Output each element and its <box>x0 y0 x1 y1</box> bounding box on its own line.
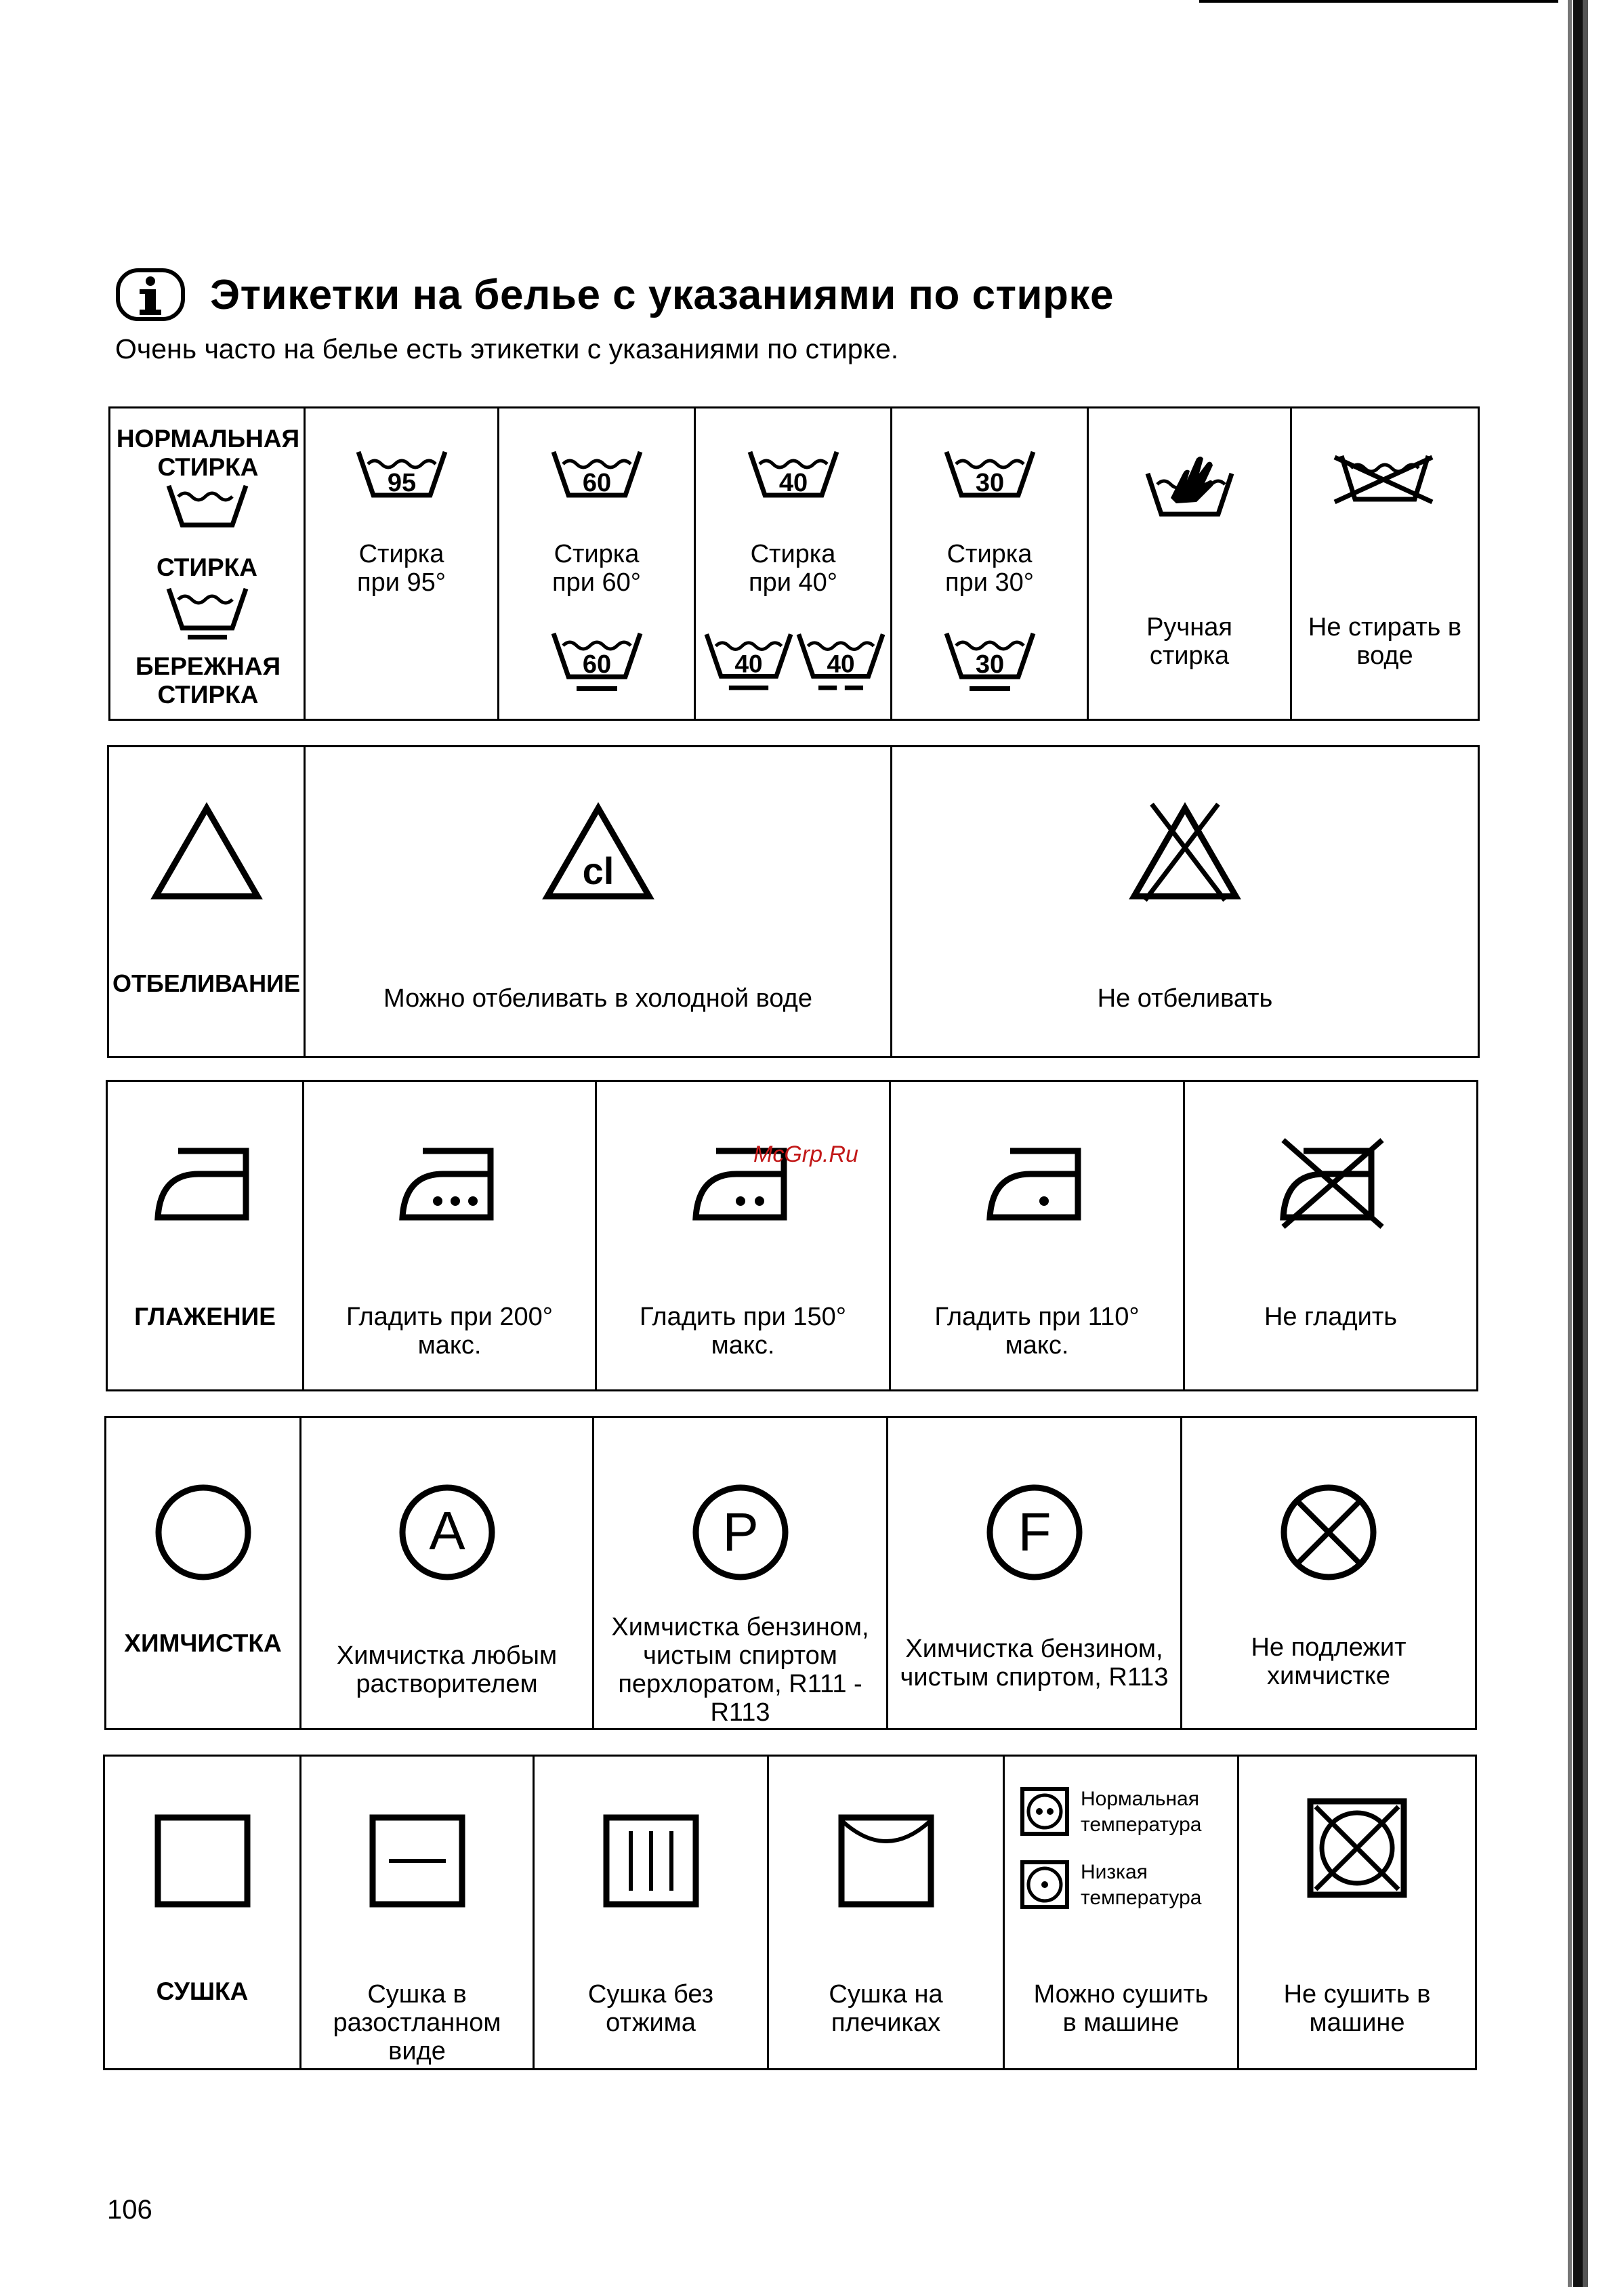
svg-text:30: 30 <box>975 469 1004 497</box>
wash-60-icon <box>549 448 644 499</box>
no-wash-cell <box>1292 408 1478 719</box>
page-number: 106 <box>107 2195 152 2225</box>
dryclean-a-cell <box>301 1418 594 1728</box>
tumble-dry-normal-icon <box>1020 1786 1070 1837</box>
iron-150-label: Гладить при 150° макс. <box>639 1303 846 1360</box>
wash-95-cell <box>306 408 499 719</box>
iron-150-cell <box>597 1082 891 1389</box>
wash-30-label: Стирка при 30° <box>945 540 1034 597</box>
drycleaning-header: ХИМЧИСТКА <box>124 1629 282 1657</box>
svg-text:40: 40 <box>734 650 763 678</box>
wash-40-gentle-icon <box>703 629 795 693</box>
ironing-header: ГЛАЖЕНИЕ <box>134 1303 276 1330</box>
header-normal-wash: НОРМАЛЬНАЯ СТИРКА <box>116 425 300 481</box>
do-not-iron-icon <box>1270 1136 1392 1231</box>
drycleaning-section <box>104 1416 1477 1730</box>
drip-dry-label: Сушка без отжима <box>587 1980 714 2037</box>
info-icon <box>115 268 186 322</box>
wash-40-delicate-icon <box>795 629 887 693</box>
bleach-triangle-icon <box>149 801 264 903</box>
ironing-header-cell <box>108 1082 304 1389</box>
bleaching-section <box>107 745 1480 1058</box>
dryclean-p-label: Химчистка бензином, чистым спиртом перхлоратом, R111 - R113 <box>611 1613 869 1727</box>
line-dry-label: Сушка на плечиках <box>829 1980 943 2037</box>
hand-wash-cell <box>1089 408 1292 719</box>
svg-text:P: P <box>722 1502 759 1562</box>
do-not-bleach-label: Не отбеливать <box>1097 984 1273 1013</box>
do-not-wash-label: Не стирать в воде <box>1308 613 1462 670</box>
do-not-iron-label: Не гладить <box>1264 1303 1398 1331</box>
wash-40-cell <box>696 408 892 719</box>
do-not-tumble-dry-label: Не сушить в машине <box>1283 1980 1431 2037</box>
hand-wash-label: Ручная стирка <box>1146 613 1232 670</box>
dry-clean-p-icon <box>690 1482 791 1583</box>
line-dry-cell <box>769 1757 1005 2068</box>
do-not-bleach-icon <box>1127 801 1243 903</box>
no-bleach-cell <box>892 747 1478 1056</box>
washing-header-cell <box>110 408 306 719</box>
svg-text:60: 60 <box>582 650 611 679</box>
tumble-low-label: Низкая температура <box>1081 1861 1202 1909</box>
wash-40-icon <box>746 448 841 499</box>
wash-30-cell <box>892 408 1089 719</box>
no-tumble-dry-cell <box>1239 1757 1475 2068</box>
binding-edge-shadow <box>1558 0 1599 2287</box>
no-dryclean-cell <box>1182 1418 1475 1728</box>
drying-square-icon <box>154 1813 251 1908</box>
do-not-wash-icon <box>1331 452 1439 506</box>
svg-text:A: A <box>428 1501 465 1561</box>
wash-60-gentle-icon <box>549 629 644 693</box>
washing-section <box>108 406 1480 721</box>
ironing-section <box>106 1080 1478 1391</box>
dry-clean-f-icon <box>984 1482 1085 1583</box>
dryclean-f-cell <box>888 1418 1182 1728</box>
iron-one-dot-icon <box>983 1143 1091 1224</box>
drip-dry-icon <box>602 1813 700 1908</box>
header-wash: СТИРКА <box>157 553 257 581</box>
svg-text:40: 40 <box>778 469 808 497</box>
drying-header-cell <box>105 1757 301 2068</box>
wash-30-gentle-icon <box>942 629 1037 693</box>
do-not-dry-clean-icon <box>1278 1482 1379 1583</box>
bleaching-header: ОТБЕЛИВАНИЕ <box>112 969 301 997</box>
dryclean-a-label: Химчистка любым растворителем <box>336 1641 558 1698</box>
iron-200-label: Гладить при 200° макс. <box>346 1303 553 1360</box>
drying-header: СУШКА <box>156 1977 249 2005</box>
wash-95-temp: 95 <box>387 469 416 497</box>
wash-95-label: Стирка при 95° <box>357 540 446 597</box>
iron-200-cell <box>304 1082 597 1389</box>
dry-clean-circle-icon <box>152 1482 254 1583</box>
no-iron-cell <box>1185 1082 1476 1389</box>
line-dry-icon <box>837 1813 935 1908</box>
iron-110-cell <box>891 1082 1185 1389</box>
svg-text:40: 40 <box>827 650 855 678</box>
drip-dry-cell <box>535 1757 769 2068</box>
dry-flat-icon <box>369 1813 466 1908</box>
wash-40-label: Стирка при 40° <box>749 540 837 597</box>
svg-text:30: 30 <box>975 650 1004 679</box>
tumble-dry-label: Можно сушить в машине <box>1033 1980 1209 2037</box>
wash-60-cell <box>499 408 696 719</box>
watermark: McGrp.Ru <box>753 1141 858 1167</box>
drying-section <box>103 1755 1477 2070</box>
bleach-cold-cell <box>306 747 892 1056</box>
iron-three-dots-icon <box>396 1143 504 1224</box>
tumble-dry-cell <box>1005 1757 1239 2068</box>
svg-text:F: F <box>1018 1502 1051 1562</box>
wash-60-label: Стирка при 60° <box>552 540 641 597</box>
bleaching-header-cell <box>109 747 306 1056</box>
chlorine-text: cl <box>582 849 614 892</box>
dry-flat-label: Сушка в разостланном виде <box>333 1980 501 2065</box>
chlorine-bleach-icon <box>541 801 656 903</box>
dry-clean-a-icon <box>396 1482 498 1583</box>
page-title: Этикетки на белье с указаниями по стирке <box>210 271 1114 318</box>
do-not-tumble-dry-icon <box>1306 1797 1408 1899</box>
tumble-normal-label: Нормальная температура <box>1081 1788 1202 1836</box>
wash-95-icon <box>354 448 449 499</box>
dryclean-p-cell <box>594 1418 888 1728</box>
gentle-wash-tub-icon <box>163 585 251 642</box>
dry-flat-cell <box>301 1757 535 2068</box>
wash-30-icon <box>942 448 1037 499</box>
wash-tub-icon <box>163 482 251 529</box>
svg-text:60: 60 <box>582 469 611 497</box>
top-rule <box>1199 0 1558 3</box>
hand-wash-icon <box>1142 453 1237 518</box>
title-row <box>115 264 1114 325</box>
iron-icon <box>151 1143 259 1224</box>
dryclean-f-label: Химчистка бензином, чистым спиртом, R113 <box>900 1635 1169 1692</box>
tumble-dry-low-icon <box>1020 1860 1070 1910</box>
do-not-dry-clean-label: Не подлежит химчистке <box>1251 1633 1407 1690</box>
header-gentle-wash: БЕРЕЖНАЯ СТИРКА <box>135 652 281 709</box>
drycleaning-header-cell <box>106 1418 301 1728</box>
iron-110-label: Гладить при 110° макс. <box>934 1303 1140 1360</box>
page-subtitle: Очень часто на белье есть этикетки с указаниями по стирке. <box>115 333 899 364</box>
bleach-cold-label: Можно отбеливать в холодной воде <box>383 984 812 1013</box>
